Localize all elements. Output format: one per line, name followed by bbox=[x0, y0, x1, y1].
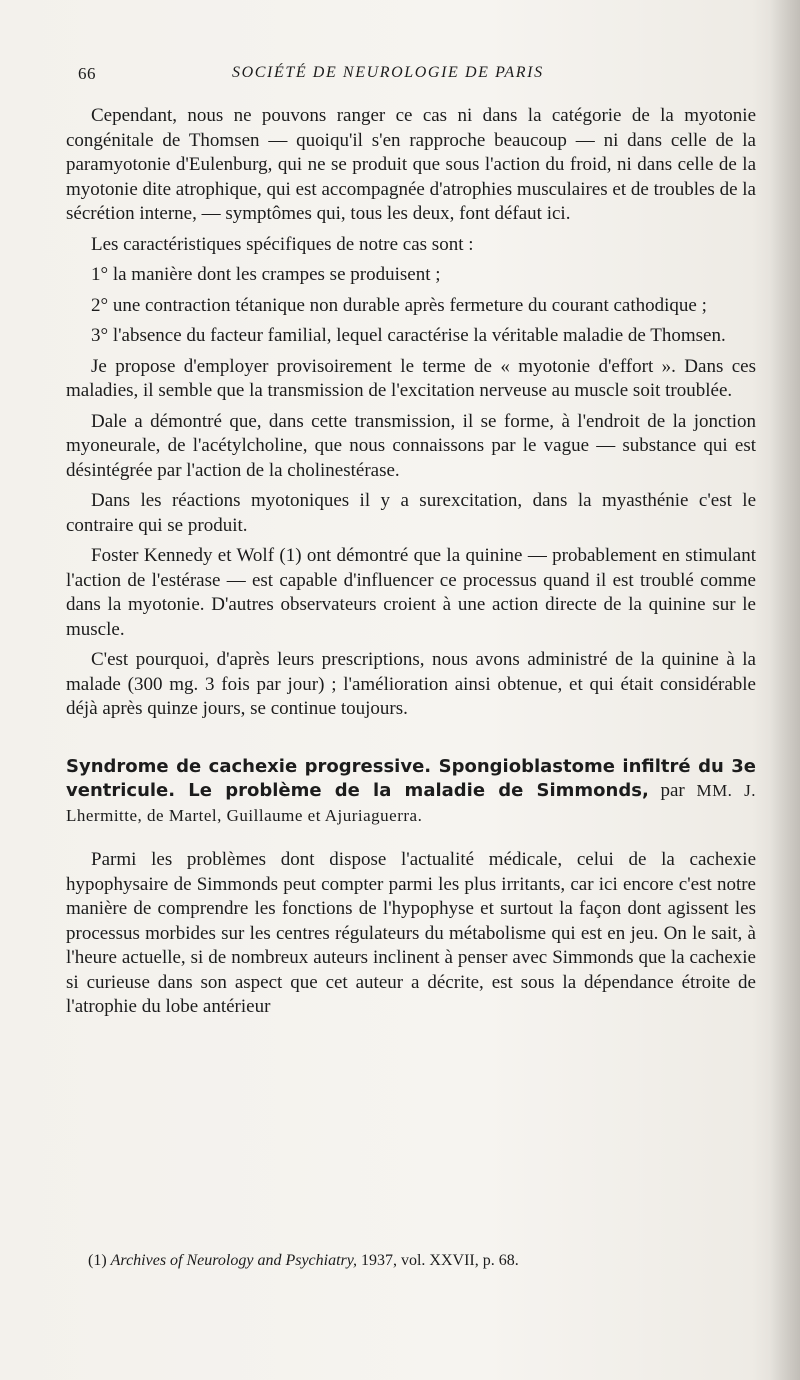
footnote bbox=[88, 1252, 748, 1270]
paragraph: Dans les réactions myotoniques il y a surexcitation, dans la myasthénie c'est le contraire qui se produit. bbox=[66, 490, 756, 536]
section-authors: MM. J. Lhermitte, de Martel, Guillaume et Ajuriaguerra. bbox=[66, 781, 756, 825]
footnote-source: Archives of Neurology and Psychiatry, bbox=[110, 1252, 357, 1269]
section-par: par bbox=[648, 780, 685, 801]
page-number: 66 bbox=[78, 64, 96, 83]
paragraph: Les caractéristiques spécifiques de notre cas sont : bbox=[91, 233, 474, 255]
page-edge-shadow bbox=[770, 0, 800, 1380]
footnote-marker: (1) bbox=[88, 1252, 107, 1269]
list-item: 3° l'absence du facteur familial, lequel caractérise la véritable maladie de Thomsen. bbox=[91, 325, 726, 346]
paragraph: Dale a démontré que, dans cette transmission, il se forme, à l'endroit de la jonction myoneurale, de l'acétylcholine, que nous connaissons par le vague — substance qui est désintégrée par l'action de la cholinestérase. bbox=[66, 410, 756, 481]
list-item: 2° une contraction tétanique non durable après fermeture du courant cathodique ; bbox=[91, 294, 707, 316]
page-header bbox=[0, 64, 800, 88]
paragraph: Cependant, nous ne pouvons ranger ce cas ni dans la catégorie de la myotonie congénitale de Thomsen — quoiqu'il s'en rapproche beaucoup — ni dans celle de la paramyotonie d'Eulenburg, qui ne se produit que sous l'action du froid, ni dans celle de la myotonie dite atrophique, qui est accompagnée d'atrophies musculaires et de troubles de la sécrétion interne, — symptômes qui, tous les deux, font défaut ici. bbox=[66, 105, 756, 224]
article-body bbox=[66, 104, 756, 1026]
list-item: 1° la manière dont les crampes se produisent ; bbox=[91, 264, 441, 285]
paragraph-text: Foster Kennedy et Wolf bbox=[91, 545, 280, 566]
paragraph: Parmi les problèmes dont dispose l'actualité médicale, celui de la cachexie hypophysaire de Simmonds peut compter parmi les plus irritants, car ici encore c'est notre manière de comprendre les fonctions de l'hypophyse et surtout la façon dont agissent les processus morbides sur les centres régulateurs du métabolisme qui est en jeu. On le sait, à l'heure actuelle, si de nombreux auteurs inclinent à penser avec Simmonds que la cachexie si curieuse dans son aspect que cet auteur a décrite, est sous la dépendance étroite de l'atrophie du lobe antérieur bbox=[66, 849, 756, 1017]
paragraph bbox=[66, 544, 756, 642]
paragraph: C'est pourquoi, d'après leurs prescriptions, nous avons administré de la quinine à la malade (300 mg. 3 fois par jour) ; l'amélioration ainsi obtenue, et qui était considérable déjà après quinze jours, se continue toujours. bbox=[66, 649, 756, 719]
section-heading bbox=[66, 755, 756, 829]
footnote-reference[interactable]: (1) bbox=[279, 545, 302, 566]
paragraph-text: ont démontré que la quinine — probablement en stimulant l'action de l'estérase — est capable d'influencer ce processus quand il est troublé comme dans la myotonie. D'autres observateurs croient à une action directe de la quinine sur le muscle. bbox=[66, 545, 756, 640]
running-title: SOCIÉTÉ DE NEUROLOGIE DE PARIS bbox=[232, 64, 544, 81]
section-title: Syndrome de cachexie progressive. Spongioblastome infiltré du 3e ventricule. Le problème de la maladie de Simmonds, bbox=[66, 755, 756, 801]
footnote-details: 1937, vol. XXVII, p. 68. bbox=[356, 1252, 519, 1269]
paragraph: Je propose d'employer provisoirement le terme de « myotonie d'effort ». Dans ces maladies, il semble que la transmission de l'excitation nerveuse au muscle soit troublée. bbox=[66, 355, 756, 401]
